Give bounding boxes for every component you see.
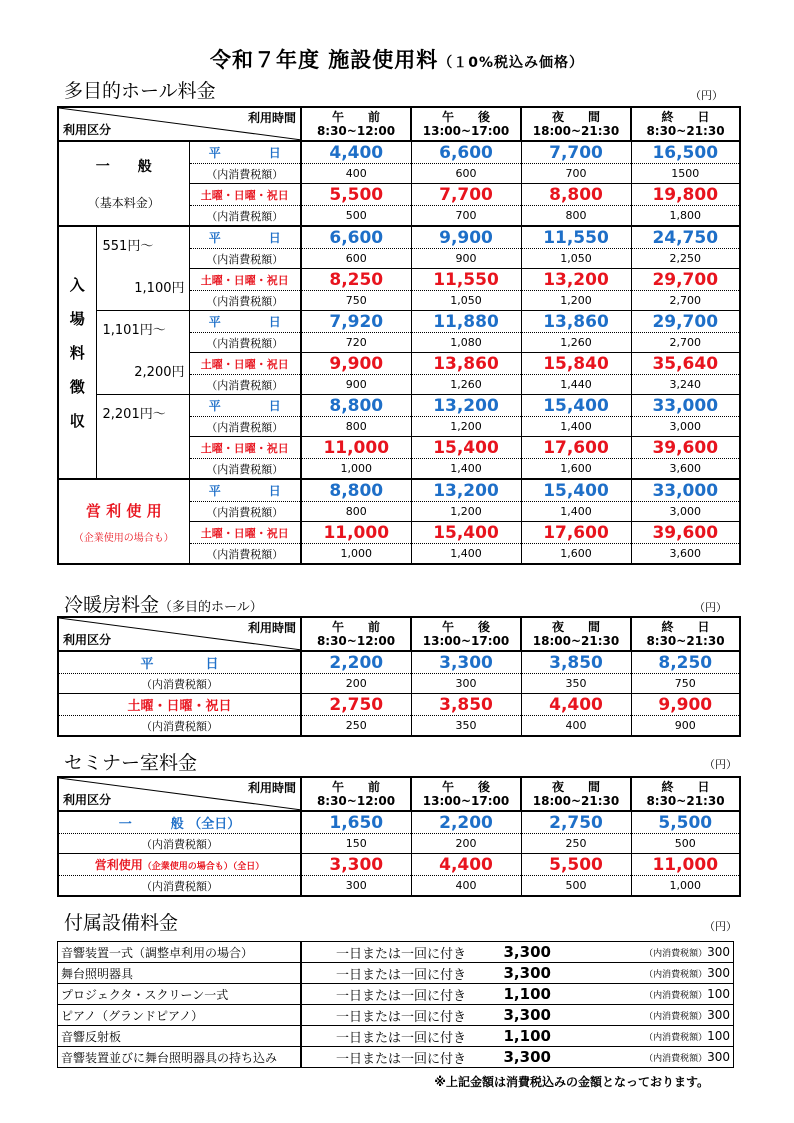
range-to: 2,200円 <box>134 365 185 380</box>
category-label: 利用区分 <box>63 123 112 137</box>
col-header-allday: 終 日 8:30~21:30 <box>631 107 740 141</box>
fee-cell: 900 <box>411 249 521 269</box>
row-label: 土曜・日曜・祝日 <box>189 522 301 544</box>
admission-range <box>96 395 189 480</box>
fee-cell: 3,240 <box>631 375 740 395</box>
admission-char: 料 <box>69 343 85 362</box>
row-label: （内消費税額） <box>189 544 301 565</box>
fee-cell: 1,050 <box>411 291 521 311</box>
fee-cell: 8,800 <box>301 395 411 417</box>
equipment-tax: （内消費税額）300 <box>607 963 734 984</box>
fee-cell: 1,200 <box>521 291 631 311</box>
fee-cell: 750 <box>301 291 411 311</box>
row-label: 土曜・日曜・祝日 <box>189 269 301 291</box>
admission-char: 収 <box>69 411 85 430</box>
admission-range <box>96 311 189 395</box>
general-label: 一 般 <box>95 159 152 175</box>
fee-cell: 1,000 <box>301 459 411 480</box>
col-header-pm: 午 後 13:00~17:00 <box>411 777 521 811</box>
seminar-heading: セミナー室料金 <box>64 752 198 774</box>
equipment-frequency: 一日または一回に付き <box>301 984 501 1005</box>
fee-cell: 13,200 <box>411 395 521 417</box>
fee-cell: 39,600 <box>631 437 740 459</box>
equipment-frequency: 一日または一回に付き <box>301 963 501 984</box>
col-header-allday: 終 日 8:30~21:30 <box>631 777 740 811</box>
fee-cell: 900 <box>301 375 411 395</box>
fee-cell: 3,600 <box>631 544 740 565</box>
fee-cell: 1,200 <box>411 502 521 522</box>
fee-cell: 3,600 <box>631 459 740 480</box>
fee-cell: 39,600 <box>631 522 740 544</box>
col-header-night: 夜 間 18:00~21:30 <box>521 777 631 811</box>
fee-cell: 1500 <box>631 164 740 184</box>
page-subtitle: （１0%税込み価格） <box>438 55 585 71</box>
equipment-row <box>58 1047 734 1068</box>
fee-cell: 400 <box>301 164 411 184</box>
tax-note: ※上記金額は消費税込みの金額となっております。 <box>434 1075 709 1089</box>
equipment-row <box>58 1026 734 1047</box>
fee-cell: 700 <box>521 164 631 184</box>
hvac-weekend-row: 土曜・日曜・祝日 2,750 3,850 4,400 9,900 <box>58 694 740 716</box>
fee-cell: 2,700 <box>631 333 740 353</box>
equipment-amount: 3,300 <box>501 1047 607 1068</box>
seminar-commercial-row: 営利使用（企業使用の場合も）（全日） 3,300 4,400 5,500 11,000 <box>58 854 740 876</box>
fee-cell: 11,550 <box>411 269 521 291</box>
weekday-row <box>58 311 740 333</box>
equipment-name: 舞台照明器具 <box>58 963 301 984</box>
fee-cell: 11,000 <box>301 437 411 459</box>
fee-cell: 1,050 <box>521 249 631 269</box>
weekday-row <box>58 226 740 249</box>
admission-range <box>96 226 189 311</box>
equipment-name: 音響装置一式（調整卓利用の場合） <box>58 942 301 963</box>
equipment-row <box>58 1005 734 1026</box>
row-label: （内消費税額） <box>189 459 301 480</box>
equipment-row <box>58 942 734 963</box>
fee-cell: 4,400 <box>301 141 411 164</box>
fee-cell: 35,640 <box>631 353 740 375</box>
col-header-night: 夜 間 18:00~21:30 <box>521 107 631 141</box>
general-sublabel: （基本料金） <box>87 196 160 210</box>
row-label: （内消費税額） <box>189 417 301 437</box>
fee-cell: 15,400 <box>411 522 521 544</box>
equipment-frequency: 一日または一回に付き <box>301 1047 501 1068</box>
range-to: 1,100円 <box>134 281 185 296</box>
commercial-group-label <box>58 479 189 564</box>
admission-char: 入 <box>69 275 85 294</box>
fee-cell: 3,000 <box>631 417 740 437</box>
equipment-fee-table <box>57 941 734 1068</box>
fee-cell: 6,600 <box>301 226 411 249</box>
hvac-weekday-row: 平 日 2,200 3,300 3,850 8,250 <box>58 651 740 674</box>
fee-cell: 17,600 <box>521 437 631 459</box>
fee-cell: 11,880 <box>411 311 521 333</box>
fee-cell: 29,700 <box>631 269 740 291</box>
fee-cell: 1,440 <box>521 375 631 395</box>
admission-char: 場 <box>69 309 85 328</box>
row-label: 平 日 <box>189 479 301 502</box>
row-label: 平 日 <box>189 395 301 417</box>
seminar-fee-table <box>57 776 741 897</box>
row-label: （内消費税額） <box>189 333 301 353</box>
seminar-header-corner: 利用時間 利用区分 <box>58 777 301 811</box>
admission-group-label <box>58 226 96 479</box>
fee-cell: 1,260 <box>521 333 631 353</box>
row-label: 平 日 <box>189 226 301 249</box>
fee-cell: 600 <box>301 249 411 269</box>
commercial-sublabel: （企業使用の場合も） <box>73 532 174 544</box>
fee-cell: 1,600 <box>521 544 631 565</box>
fee-cell: 7,700 <box>521 141 631 164</box>
fee-cell: 13,860 <box>521 311 631 333</box>
fee-cell: 1,260 <box>411 375 521 395</box>
fee-cell: 2,700 <box>631 291 740 311</box>
equipment-amount: 1,100 <box>501 1026 607 1047</box>
fee-cell: 800 <box>521 206 631 227</box>
weekday-row <box>58 395 740 417</box>
equipment-name: 音響装置並びに舞台照明器具の持ち込み <box>58 1047 301 1068</box>
hvac-weekday-tax-row: （内消費税額） 200 300 350 750 <box>58 674 740 694</box>
fee-cell: 15,400 <box>521 479 631 502</box>
fee-cell: 1,400 <box>411 459 521 480</box>
fee-cell: 1,400 <box>521 417 631 437</box>
fee-cell: 1,200 <box>411 417 521 437</box>
equipment-name: プロジェクタ・スクリーン一式 <box>58 984 301 1005</box>
fee-cell: 1,800 <box>631 206 740 227</box>
fee-cell: 11,000 <box>301 522 411 544</box>
fee-cell: 2,250 <box>631 249 740 269</box>
row-label: （内消費税額） <box>189 502 301 522</box>
page-title: 令和７年度 施設使用料（１0%税込み価格） <box>209 48 585 72</box>
equipment-amount: 3,300 <box>501 1005 607 1026</box>
fee-cell: 16,500 <box>631 141 740 164</box>
col-header-am: 午 前 8:30~12:00 <box>301 617 411 651</box>
equipment-frequency: 一日または一回に付き <box>301 942 501 963</box>
hall-fee-table <box>57 106 741 565</box>
commercial-label: 営 利 使 用 <box>85 501 162 520</box>
fee-cell: 1,400 <box>521 502 631 522</box>
hvac-unit: （円） <box>694 601 727 614</box>
hall-heading: 多目的ホール料金 <box>64 80 216 102</box>
hall-unit: （円） <box>690 89 723 102</box>
col-header-pm: 午 後 13:00~17:00 <box>411 107 521 141</box>
equipment-tax: （内消費税額）100 <box>607 1026 734 1047</box>
equipment-amount: 3,300 <box>501 942 607 963</box>
row-label: （内消費税額） <box>189 164 301 184</box>
range-from: 551円～ <box>102 239 154 254</box>
fee-cell: 13,860 <box>411 353 521 375</box>
row-label: 土曜・日曜・祝日 <box>189 353 301 375</box>
col-header-am: 午 前 8:30~12:00 <box>301 777 411 811</box>
range-from: 2,201円～ <box>102 407 166 422</box>
fee-cell: 3,000 <box>631 502 740 522</box>
row-label: 土曜・日曜・祝日 <box>189 184 301 206</box>
equipment-amount: 1,100 <box>501 984 607 1005</box>
fee-cell: 8,250 <box>301 269 411 291</box>
time-label: 利用時間 <box>247 111 296 125</box>
col-header-night: 夜 間 18:00~21:30 <box>521 617 631 651</box>
seminar-commercial-tax-row: （内消費税額） 300 400 500 1,000 <box>58 876 740 897</box>
hvac-heading: 冷暖房料金（多目的ホール） <box>64 594 263 616</box>
equipment-row <box>58 984 734 1005</box>
fee-cell: 33,000 <box>631 479 740 502</box>
fee-cell: 33,000 <box>631 395 740 417</box>
fee-cell: 5,500 <box>301 184 411 206</box>
fee-cell: 15,400 <box>521 395 631 417</box>
fee-cell: 1,600 <box>521 459 631 480</box>
row-label: （内消費税額） <box>189 291 301 311</box>
equipment-tax: （内消費税額）100 <box>607 984 734 1005</box>
fee-cell: 7,700 <box>411 184 521 206</box>
hvac-fee-table <box>57 616 741 737</box>
equipment-tax: （内消費税額）300 <box>607 942 734 963</box>
range-from: 1,101円～ <box>102 323 166 338</box>
row-label: （内消費税額） <box>189 249 301 269</box>
equipment-amount: 3,300 <box>501 963 607 984</box>
admission-char: 徴 <box>69 377 85 396</box>
equipment-frequency: 一日または一回に付き <box>301 1005 501 1026</box>
weekday-row <box>58 141 740 164</box>
seminar-general-row: 一 般 （全日） 1,650 2,200 2,750 5,500 <box>58 811 740 834</box>
hvac-heading-sub: （多目的ホール） <box>159 600 263 615</box>
fee-cell: 15,840 <box>521 353 631 375</box>
seminar-general-tax-row: （内消費税額） 150 200 250 500 <box>58 834 740 854</box>
col-header-pm: 午 後 13:00~17:00 <box>411 617 521 651</box>
fee-cell: 24,750 <box>631 226 740 249</box>
fee-cell: 9,900 <box>411 226 521 249</box>
fee-cell: 13,200 <box>521 269 631 291</box>
hvac-header-corner: 利用時間 利用区分 <box>58 617 301 651</box>
row-label: 平 日 <box>189 141 301 164</box>
equipment-row <box>58 963 734 984</box>
equipment-tax: （内消費税額）300 <box>607 1047 734 1068</box>
fee-cell: 13,200 <box>411 479 521 502</box>
fee-cell: 8,800 <box>301 479 411 502</box>
seminar-unit: （円） <box>704 758 737 771</box>
fee-cell: 1,400 <box>411 544 521 565</box>
fee-cell: 600 <box>411 164 521 184</box>
equipment-name: 音響反射板 <box>58 1026 301 1047</box>
fee-cell: 700 <box>411 206 521 227</box>
weekday-row <box>58 479 740 502</box>
equipment-frequency: 一日または一回に付き <box>301 1026 501 1047</box>
fee-cell: 29,700 <box>631 311 740 333</box>
row-label: （内消費税額） <box>189 206 301 227</box>
row-label: 平 日 <box>189 311 301 333</box>
col-header-am: 午 前 8:30~12:00 <box>301 107 411 141</box>
fee-cell: 800 <box>301 502 411 522</box>
fee-cell: 1,080 <box>411 333 521 353</box>
header-corner <box>58 107 301 141</box>
equipment-tax: （内消費税額）300 <box>607 1005 734 1026</box>
fee-cell: 11,550 <box>521 226 631 249</box>
general-group-label <box>58 141 189 226</box>
equipment-heading: 付属設備料金 <box>64 912 179 934</box>
fee-cell: 720 <box>301 333 411 353</box>
fee-cell: 6,600 <box>411 141 521 164</box>
fee-cell: 500 <box>301 206 411 227</box>
row-label: 土曜・日曜・祝日 <box>189 437 301 459</box>
hvac-weekend-tax-row: （内消費税額） 250 350 400 900 <box>58 716 740 737</box>
fee-cell: 1,000 <box>301 544 411 565</box>
fee-cell: 19,800 <box>631 184 740 206</box>
fee-cell: 15,400 <box>411 437 521 459</box>
equipment-name: ピアノ（グランドピアノ） <box>58 1005 301 1026</box>
fee-cell: 8,800 <box>521 184 631 206</box>
fee-cell: 7,920 <box>301 311 411 333</box>
equipment-unit: （円） <box>704 920 737 933</box>
fee-cell: 800 <box>301 417 411 437</box>
fee-cell: 17,600 <box>521 522 631 544</box>
col-header-allday: 終 日 8:30~21:30 <box>631 617 740 651</box>
fee-cell: 9,900 <box>301 353 411 375</box>
row-label: （内消費税額） <box>189 375 301 395</box>
